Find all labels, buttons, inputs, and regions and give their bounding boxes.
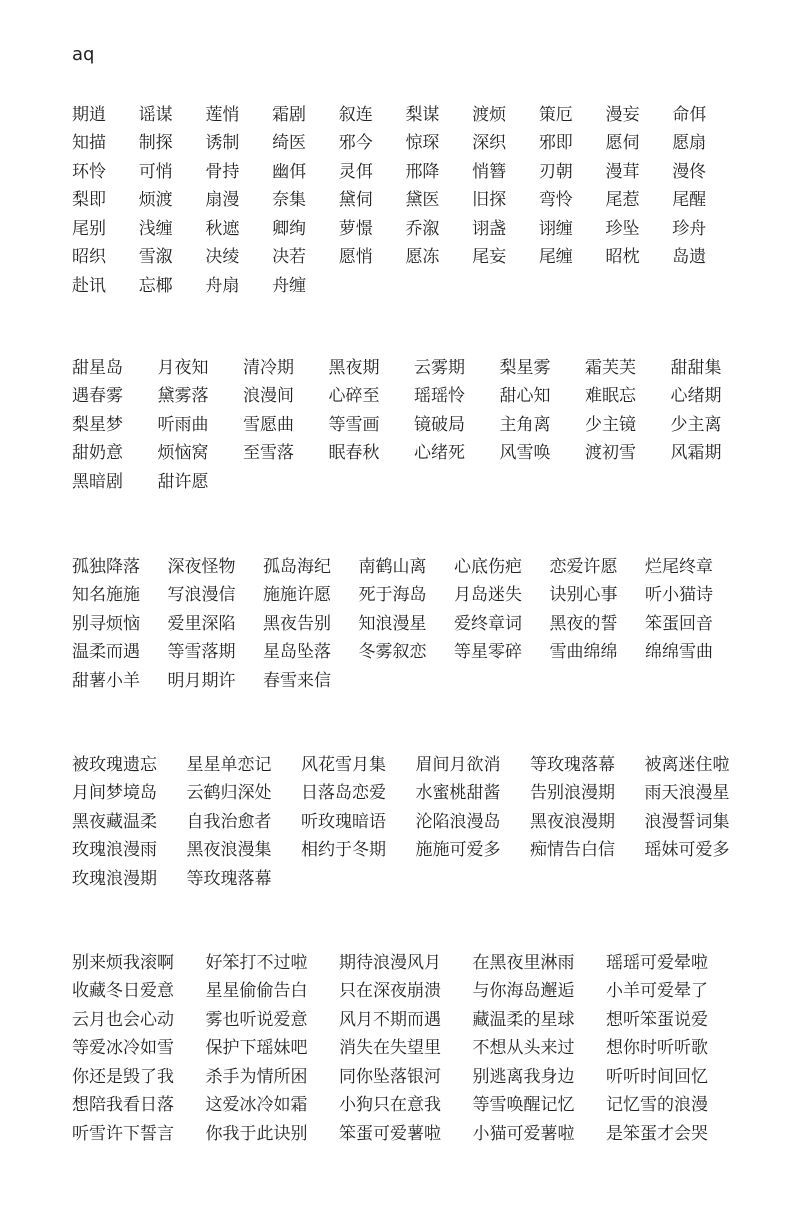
word-row xyxy=(72,269,739,298)
word-item: 别寻烦恼 xyxy=(72,613,140,634)
word-item: 被玫瑰遗忘 xyxy=(72,754,157,775)
word-item: 邢降 xyxy=(405,161,440,182)
word-item: 在黑夜里淋雨 xyxy=(472,952,575,973)
word-item: 痴情告白信 xyxy=(530,840,615,861)
word-item: 昭织 xyxy=(72,247,106,268)
word-item: 邪今 xyxy=(338,133,373,154)
word-row xyxy=(72,946,740,975)
word-item: 心绪期 xyxy=(670,386,722,407)
word-item: 漫佟 xyxy=(672,161,707,182)
word-item: 清冷期 xyxy=(243,357,294,378)
word-item: 雾也听说爱意 xyxy=(205,1009,308,1030)
word-item: 幽佴 xyxy=(272,161,307,182)
word-item: 听听时间回忆 xyxy=(606,1066,708,1087)
word-item: 眠春秋 xyxy=(328,443,380,464)
word-row xyxy=(72,127,739,156)
word-item: 听玫瑰暗语 xyxy=(301,811,386,832)
word-item: 期待浪漫风月 xyxy=(339,952,441,973)
word-row xyxy=(72,748,759,777)
word-item: 瑶瑶可爱晕啦 xyxy=(606,952,708,973)
word-item: 告别浪漫期 xyxy=(530,783,615,804)
word-item: 风霜期 xyxy=(670,443,722,464)
word-item: 云鹤归深处 xyxy=(186,783,272,804)
word-item: 云月也会心动 xyxy=(72,1009,174,1030)
word-item: 难眠忘 xyxy=(585,386,636,407)
word-item: 深织 xyxy=(472,133,507,154)
word-item: 黑暗剧 xyxy=(72,471,123,492)
word-row xyxy=(72,862,759,891)
word-item: 黛伺 xyxy=(338,190,373,211)
word-item: 尾妄 xyxy=(472,247,507,268)
word-item: 温柔而遇 xyxy=(72,642,140,663)
word-item: 相约于冬期 xyxy=(301,840,386,861)
word-item: 心绪死 xyxy=(414,443,465,464)
word-item: 风月不期而遇 xyxy=(339,1009,441,1030)
word-item: 黑夜告别 xyxy=(263,613,331,634)
word-item: 霜剧 xyxy=(272,104,307,125)
word-item: 渡初雪 xyxy=(585,443,636,464)
word-item: 愿扇 xyxy=(672,133,707,154)
word-item: 玫瑰浪漫雨 xyxy=(72,840,157,861)
word-item: 想陪我看日落 xyxy=(72,1095,174,1116)
word-item: 笨蛋可爱薯啦 xyxy=(339,1123,441,1144)
word-item: 保护下瑶妹吧 xyxy=(205,1038,308,1059)
word-item: 等爱冰冷如雪 xyxy=(72,1038,174,1059)
word-row xyxy=(72,1003,740,1032)
word-item: 遇春雾 xyxy=(72,386,123,407)
word-item: 甜薯小羊 xyxy=(72,670,140,691)
word-item: 乔溆 xyxy=(405,218,440,239)
word-item: 听雨曲 xyxy=(157,414,209,435)
word-item: 黛医 xyxy=(405,190,440,211)
word-item: 灵佴 xyxy=(338,161,373,182)
word-item: 施施可爱多 xyxy=(415,840,501,861)
word-item: 旧探 xyxy=(472,190,507,211)
word-item: 决绫 xyxy=(205,247,240,268)
word-item: 等雪画 xyxy=(328,414,380,435)
word-item: 想听笨蛋说爱 xyxy=(606,1009,708,1030)
word-item: 梨即 xyxy=(72,190,106,211)
word-item: 云雾期 xyxy=(414,357,465,378)
word-item: 等玫瑰落幕 xyxy=(530,754,615,775)
word-item: 日落岛恋爱 xyxy=(301,783,386,804)
word-item: 藏温柔的星球 xyxy=(472,1009,575,1030)
word-item: 邪即 xyxy=(538,133,573,154)
word-row xyxy=(72,98,739,127)
word-item: 甜心知 xyxy=(499,386,551,407)
word-item: 少主离 xyxy=(670,414,722,435)
word-item: 你我于此诀别 xyxy=(205,1123,308,1144)
word-item: 等雪唤醒记忆 xyxy=(472,1095,575,1116)
word-item: 与你海岛邂逅 xyxy=(472,981,575,1002)
word-row xyxy=(72,155,739,184)
word-item: 黑夜期 xyxy=(328,357,380,378)
word-row xyxy=(72,437,756,466)
word-row xyxy=(72,664,741,693)
word-row xyxy=(72,408,756,437)
word-item: 命佴 xyxy=(672,104,707,125)
word-item: 南鹤山离 xyxy=(358,556,427,577)
word-group-two-char xyxy=(72,98,739,298)
word-item: 星岛坠落 xyxy=(263,642,331,663)
word-item: 绮医 xyxy=(272,133,307,154)
word-item: 心碎至 xyxy=(328,386,380,407)
word-item: 卿绚 xyxy=(272,218,307,239)
word-item: 这爱冰冷如霜 xyxy=(205,1095,308,1116)
word-item: 被离迷住啦 xyxy=(644,754,730,775)
word-item: 愿悄 xyxy=(338,247,373,268)
word-item: 水蜜桃甜酱 xyxy=(415,783,501,804)
word-item: 月夜知 xyxy=(157,357,209,378)
word-group-six-char xyxy=(72,946,740,1146)
word-item: 知名施施 xyxy=(72,585,140,606)
word-row xyxy=(72,380,756,409)
word-row xyxy=(72,550,741,579)
word-item: 甜星岛 xyxy=(72,357,123,378)
word-row xyxy=(72,579,741,608)
word-item: 知描 xyxy=(72,133,106,154)
word-item: 自我治愈者 xyxy=(186,811,272,832)
word-item: 烂尾终章 xyxy=(645,556,713,577)
word-item: 同你坠落银河 xyxy=(339,1066,441,1087)
word-item: 明月期许 xyxy=(167,670,236,691)
word-item: 星星单恋记 xyxy=(186,754,272,775)
word-item: 想你时听听歌 xyxy=(606,1038,708,1059)
word-item: 诩盏 xyxy=(472,218,507,239)
word-item: 梨星雾 xyxy=(499,357,551,378)
word-item: 小猫可爱薯啦 xyxy=(472,1123,575,1144)
word-group-four-char xyxy=(72,550,741,693)
word-item: 消失在失望里 xyxy=(339,1038,441,1059)
word-item: 雨天浪漫星 xyxy=(644,783,730,804)
word-item: 记忆雪的浪漫 xyxy=(606,1095,708,1116)
word-item: 珍舟 xyxy=(672,218,707,239)
word-item: 是笨蛋才会哭 xyxy=(606,1123,708,1144)
word-item: 甜许愿 xyxy=(157,471,209,492)
word-item: 主角离 xyxy=(499,414,551,435)
word-row xyxy=(72,241,739,270)
word-item: 梨星梦 xyxy=(72,414,123,435)
word-item: 小狗只在意我 xyxy=(339,1095,441,1116)
word-item: 赴讯 xyxy=(72,275,106,296)
word-item: 听小猫诗 xyxy=(645,585,713,606)
word-item: 好笨打不过啦 xyxy=(205,952,308,973)
word-row xyxy=(72,834,759,863)
word-item: 施施许愿 xyxy=(263,585,331,606)
word-item: 听雪许下誓言 xyxy=(72,1123,174,1144)
word-row xyxy=(72,212,739,241)
word-item: 小羊可爱晕了 xyxy=(606,981,708,1002)
word-item: 春雪来信 xyxy=(263,670,331,691)
word-row xyxy=(72,1089,740,1118)
word-item: 尾缠 xyxy=(538,247,573,268)
word-item: 悄簪 xyxy=(472,161,507,182)
word-item: 尾醒 xyxy=(672,190,707,211)
word-item: 少主镜 xyxy=(585,414,636,435)
word-item: 爱里深陷 xyxy=(167,613,236,634)
word-item: 珍坠 xyxy=(605,218,640,239)
word-item: 沦陷浪漫岛 xyxy=(415,811,501,832)
word-item: 刃朝 xyxy=(538,161,573,182)
word-row xyxy=(72,465,756,494)
word-row xyxy=(72,1060,740,1089)
word-item: 岛遗 xyxy=(672,247,707,268)
word-item: 期逍 xyxy=(72,104,106,125)
word-item: 舟扇 xyxy=(205,275,240,296)
word-item: 杀手为情所困 xyxy=(205,1066,308,1087)
word-item: 昭枕 xyxy=(605,247,640,268)
word-item: 决若 xyxy=(272,247,307,268)
word-item: 霜芙芙 xyxy=(585,357,636,378)
page-label: aq xyxy=(72,44,95,65)
word-item: 孤岛海纪 xyxy=(263,556,331,577)
word-item: 至雪落 xyxy=(243,443,294,464)
word-item: 知浪漫星 xyxy=(358,613,427,634)
word-item: 等雪落期 xyxy=(167,642,236,663)
word-item: 烦恼窝 xyxy=(157,443,209,464)
word-item: 环怜 xyxy=(72,161,106,182)
word-item: 瑶瑶怜 xyxy=(414,386,465,407)
word-item: 雪愿曲 xyxy=(243,414,294,435)
word-item: 梨谋 xyxy=(405,104,440,125)
word-item: 绵绵雪曲 xyxy=(645,642,713,663)
word-item: 不想从头来过 xyxy=(472,1038,575,1059)
word-item: 制探 xyxy=(138,133,173,154)
word-item: 漫茸 xyxy=(605,161,640,182)
word-item: 忘椰 xyxy=(138,275,173,296)
word-row xyxy=(72,777,759,806)
word-row xyxy=(72,636,741,665)
word-group-three-char xyxy=(72,351,756,494)
word-item: 写浪漫信 xyxy=(167,585,236,606)
word-item: 秋遮 xyxy=(205,218,240,239)
word-item: 浪漫誓词集 xyxy=(644,811,730,832)
word-item: 渡烦 xyxy=(472,104,507,125)
word-item: 奈集 xyxy=(272,190,307,211)
word-item: 冬雾叙恋 xyxy=(358,642,427,663)
word-item: 愿冻 xyxy=(405,247,440,268)
word-item: 漫妄 xyxy=(605,104,640,125)
word-item: 玫瑰浪漫期 xyxy=(72,868,157,889)
word-item: 你还是毁了我 xyxy=(72,1066,174,1087)
word-item: 星星偷偷告白 xyxy=(205,981,308,1002)
word-item: 扇漫 xyxy=(205,190,240,211)
word-item: 深夜怪物 xyxy=(167,556,236,577)
word-item: 浪漫间 xyxy=(243,386,294,407)
word-item: 风花雪月集 xyxy=(301,754,386,775)
word-item: 镜破局 xyxy=(414,414,465,435)
word-item: 爱终章词 xyxy=(454,613,522,634)
word-item: 黑夜浪漫集 xyxy=(186,840,272,861)
word-group-five-char xyxy=(72,748,759,891)
word-row xyxy=(72,1117,740,1146)
word-item: 月间梦境岛 xyxy=(72,783,157,804)
word-row xyxy=(72,607,741,636)
word-item: 瑶妹可爱多 xyxy=(644,840,730,861)
word-item: 笨蛋回音 xyxy=(645,613,713,634)
word-item: 甜奶意 xyxy=(72,443,123,464)
word-item: 烦渡 xyxy=(138,190,173,211)
word-item: 黑夜的誓 xyxy=(549,613,618,634)
word-item: 心底伤疤 xyxy=(454,556,522,577)
word-item: 惊琛 xyxy=(405,133,440,154)
word-item: 月岛迷失 xyxy=(454,585,522,606)
word-row xyxy=(72,1032,740,1061)
word-item: 黑夜浪漫期 xyxy=(530,811,615,832)
word-item: 死于海岛 xyxy=(358,585,427,606)
word-item: 愿伺 xyxy=(605,133,640,154)
word-item: 尾别 xyxy=(72,218,106,239)
word-item: 黛雾落 xyxy=(157,386,209,407)
word-item: 诩缠 xyxy=(538,218,573,239)
word-item: 只在深夜崩溃 xyxy=(339,981,441,1002)
word-row xyxy=(72,184,739,213)
word-item: 别来烦我滚啊 xyxy=(72,952,174,973)
word-item: 恋爱许愿 xyxy=(549,556,618,577)
word-item: 收藏冬日爱意 xyxy=(72,981,174,1002)
word-item: 等星零碎 xyxy=(454,642,522,663)
word-item: 叙连 xyxy=(338,104,373,125)
word-item: 雪曲绵绵 xyxy=(549,642,618,663)
word-item: 骨持 xyxy=(205,161,240,182)
word-item: 莲悄 xyxy=(205,104,240,125)
word-item: 等玫瑰落幕 xyxy=(186,868,272,889)
word-item: 风雪唤 xyxy=(499,443,551,464)
word-item: 黑夜藏温柔 xyxy=(72,811,157,832)
word-item: 诀别心事 xyxy=(549,585,618,606)
word-item: 策厄 xyxy=(538,104,573,125)
word-row xyxy=(72,805,759,834)
word-item: 眉间月欲消 xyxy=(415,754,501,775)
word-item: 萝憬 xyxy=(338,218,373,239)
word-row xyxy=(72,975,740,1004)
word-item: 浅缠 xyxy=(138,218,173,239)
word-item: 雪溆 xyxy=(138,247,173,268)
word-item: 尾惹 xyxy=(605,190,640,211)
word-item: 甜甜集 xyxy=(670,357,722,378)
word-item: 谣谋 xyxy=(138,104,173,125)
word-item: 别逃离我身边 xyxy=(472,1066,575,1087)
word-item: 孤独降落 xyxy=(72,556,140,577)
word-row xyxy=(72,351,756,380)
word-item: 弯怜 xyxy=(538,190,573,211)
word-item: 舟缠 xyxy=(272,275,307,296)
word-item: 诱制 xyxy=(205,133,240,154)
word-item: 可悄 xyxy=(138,161,173,182)
